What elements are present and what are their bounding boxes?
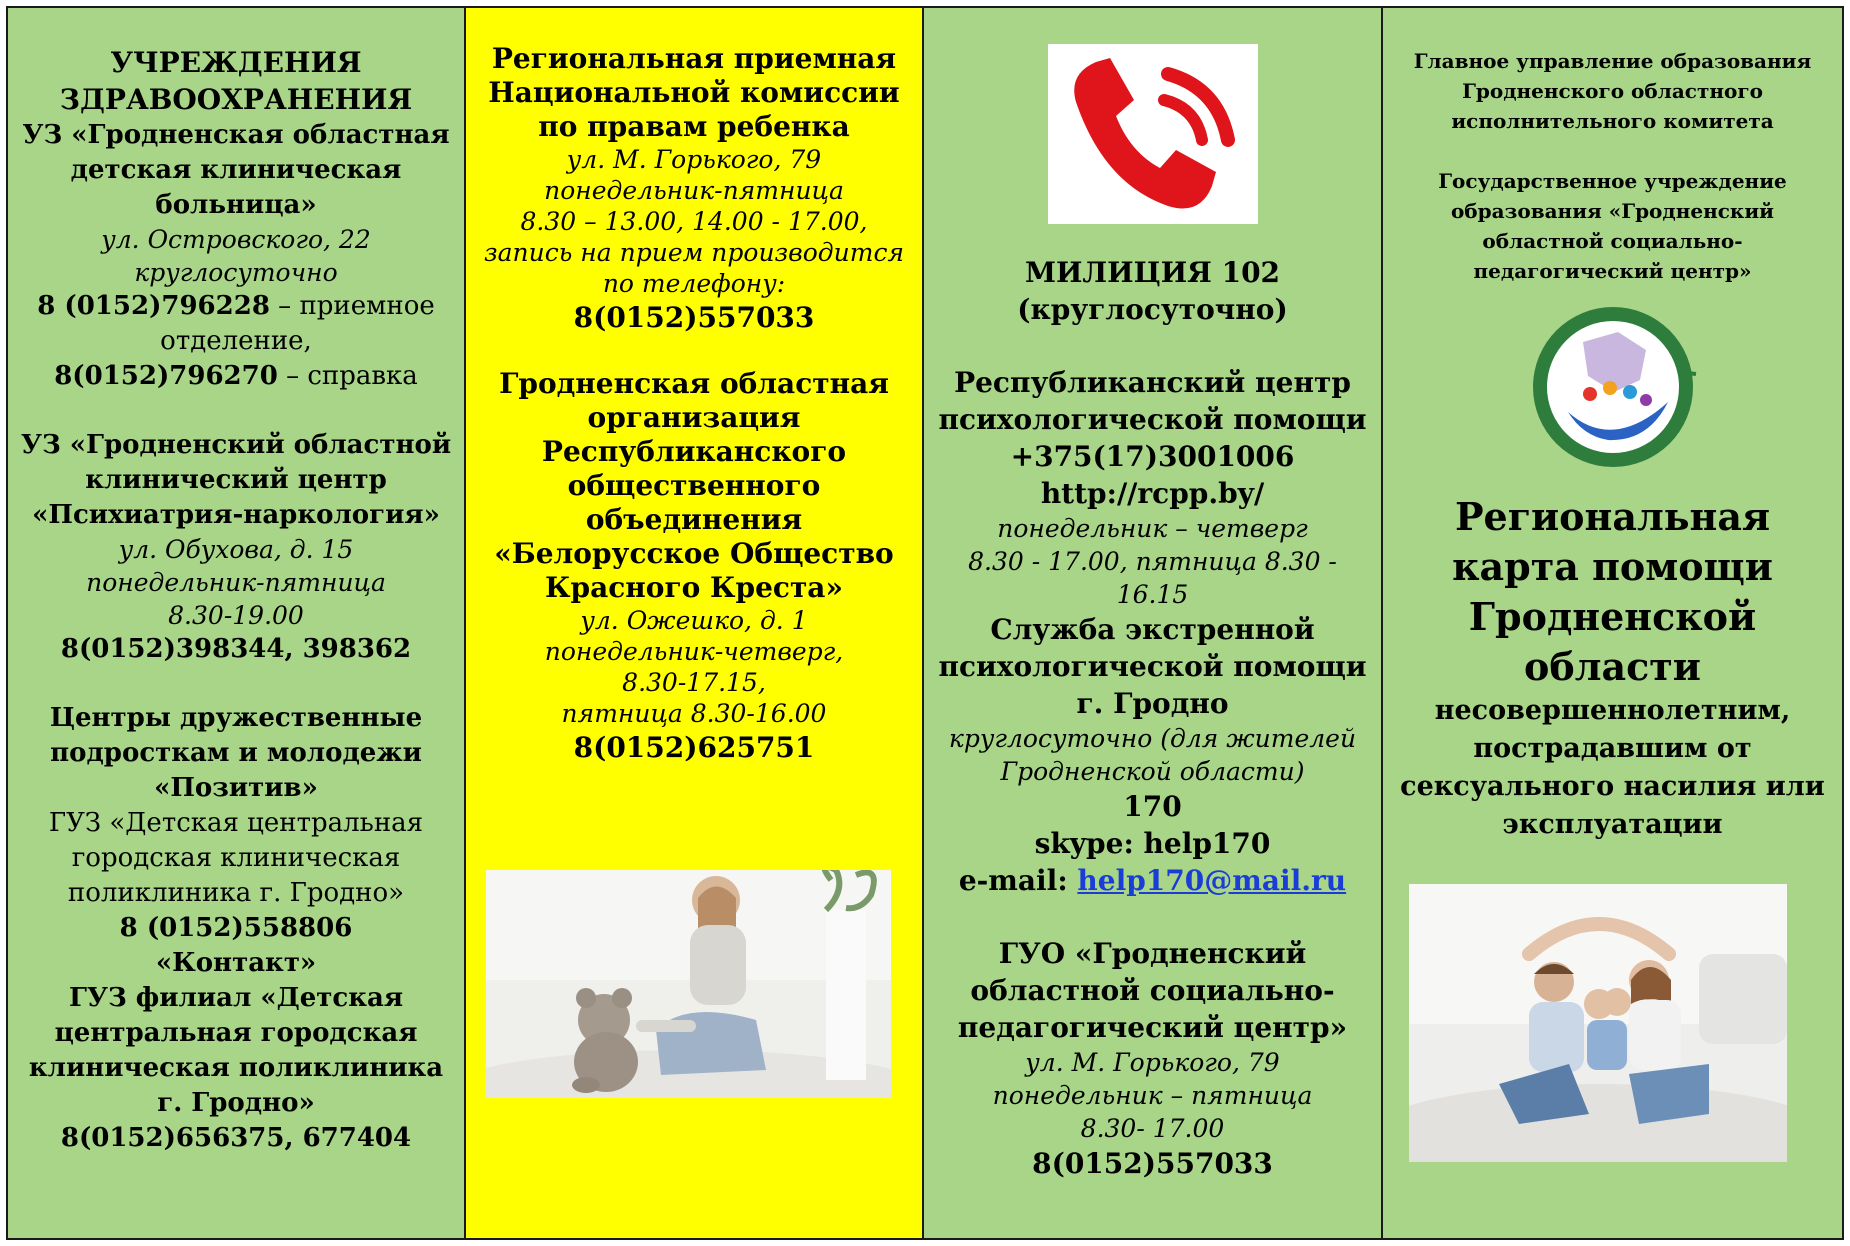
c2-b1-hours: 8.30 – 13.00, 14.00 - 17.00, [520, 207, 868, 236]
b1-phone2: 8(0152)796270 [54, 361, 278, 391]
b1-name: УЗ «Гродненская областная детская клиническая больница» [22, 120, 450, 220]
c2-b2-phone: 8(0152)625751 [573, 731, 815, 764]
panel-healthcare [8, 8, 466, 1238]
sos-skype: skype: help170 [1034, 827, 1271, 860]
brochure-title: Региональная карта помощи Гродненской области [1452, 494, 1773, 689]
c2-b1-name: Региональная приемная Национальной комиссии по правам ребенка [488, 42, 900, 143]
b2-name: УЗ «Гродненский областной клинический центр «Психиатрия-наркология» [20, 430, 452, 530]
photo-family [1409, 884, 1787, 1162]
b1-phone1-note: – приемное отделение, [160, 291, 435, 356]
rcpp-name: Республиканский центр психологической помощи [938, 366, 1367, 436]
org-main-directorate: Главное управление образования Гродненского областного исполнительного комитета [1413, 49, 1812, 133]
c2-b1-phone: 8(0152)557033 [573, 301, 815, 334]
c2-b2-address: ул. Ожешко, д. 1 [580, 606, 808, 635]
b3-kontakt-phone: 8(0152)656375, 677404 [60, 1123, 412, 1153]
b2-phone: 8(0152)398344, 398362 [60, 634, 412, 664]
b1-address: ул. Островского, 22 [101, 225, 371, 254]
b3-pozitiv: «Позитив» [154, 773, 318, 803]
c2-b2-name: Гродненская областная организация Республиканского общественного объединения «Белорусское Общество Красного Креста» [494, 367, 894, 604]
guo-phone: 8(0152)557033 [1032, 1147, 1273, 1180]
guo-name: ГУО «Гродненский областной социально-педагогический центр» [957, 937, 1348, 1044]
rcpp-phone: +375(17)3001006 [1010, 440, 1295, 473]
brochure-sheet [6, 6, 1844, 1240]
panel-cover [1383, 8, 1842, 1238]
brochure-subtitle: несовершеннолетним, пострадавшим от сексуального насилия или эксплуатации [1400, 695, 1825, 840]
rcpp-site: http://rcpp.by/ [1040, 477, 1265, 510]
guo-hours: 8.30- 17.00 [1080, 1114, 1225, 1143]
police-hours: (круглосуточно) [1017, 293, 1288, 326]
phone-ringing-icon [1048, 44, 1258, 224]
c2-b1-note: запись на прием производится по телефону: [484, 238, 904, 298]
panel-yellow [466, 8, 924, 1238]
sos-hours: круглосуточно (для жителей Гродненской области) [948, 724, 1357, 786]
b1-phone1: 8 (0152)796228 [37, 291, 270, 321]
b3-kontakt-org: ГУЗ филиал «Детская центральная городская клиническая поликлиника г. Гродно» [28, 983, 444, 1118]
sos-email-link[interactable]: help170@mail.ru [1077, 864, 1347, 897]
b3-kontakt: «Контакт» [155, 948, 317, 978]
guo-address: ул. М. Горького, 79 [1025, 1048, 1280, 1077]
c2-b2-hours1: 8.30-17.15, [622, 668, 766, 697]
b3-pozitiv-org: ГУЗ «Детская центральная городская клиническая поликлиника г. Гродно» [48, 808, 424, 908]
sos-email-line [932, 862, 1373, 899]
b1-phone2-line [18, 359, 454, 394]
c2-b1-days: понедельник-пятница [544, 176, 844, 205]
rcpp-days: понедельник – четверг [997, 514, 1308, 543]
police-number: МИЛИЦИЯ 102 [1024, 256, 1281, 289]
panel-hotlines [924, 8, 1383, 1238]
photo-child-teddy [486, 870, 891, 1098]
center-logo-icon [1528, 302, 1698, 472]
b3-title: Центры дружественные подросткам и молодежи [49, 703, 423, 768]
b1-phone2-note: – справка [277, 361, 418, 391]
guo-days: понедельник – пятница [992, 1081, 1313, 1110]
b2-days: понедельник-пятница [86, 568, 386, 597]
c2-b2-hours2: пятница 8.30-16.00 [561, 699, 827, 728]
b2-hours: 8.30-19.00 [168, 601, 304, 630]
sos-phone: 170 [1123, 790, 1182, 823]
b2-address: ул. Обухова, д. 15 [118, 535, 354, 564]
rcpp-hours: 8.30 - 17.00, пятница 8.30 - 16.15 [968, 547, 1337, 609]
b3-pozitiv-phone: 8 (0152)558806 [119, 913, 353, 943]
b1-phone1-line [18, 289, 454, 359]
healthcare-heading: УЧРЕЖДЕНИЯ ЗДРАВООХРАНЕНИЯ [59, 46, 413, 116]
c2-b2-days: понедельник-четверг, [544, 637, 844, 666]
b1-hours: круглосуточно [134, 258, 338, 287]
org-state-institution: Государственное учреждение образования «Гродненский областной социально-педагогический центр» [1438, 169, 1787, 283]
sos-name: Служба экстренной психологической помощи г. Гродно [938, 613, 1367, 720]
sos-email-label: e-mail: [958, 864, 1078, 897]
c2-b1-address: ул. М. Горького, 79 [566, 145, 822, 174]
